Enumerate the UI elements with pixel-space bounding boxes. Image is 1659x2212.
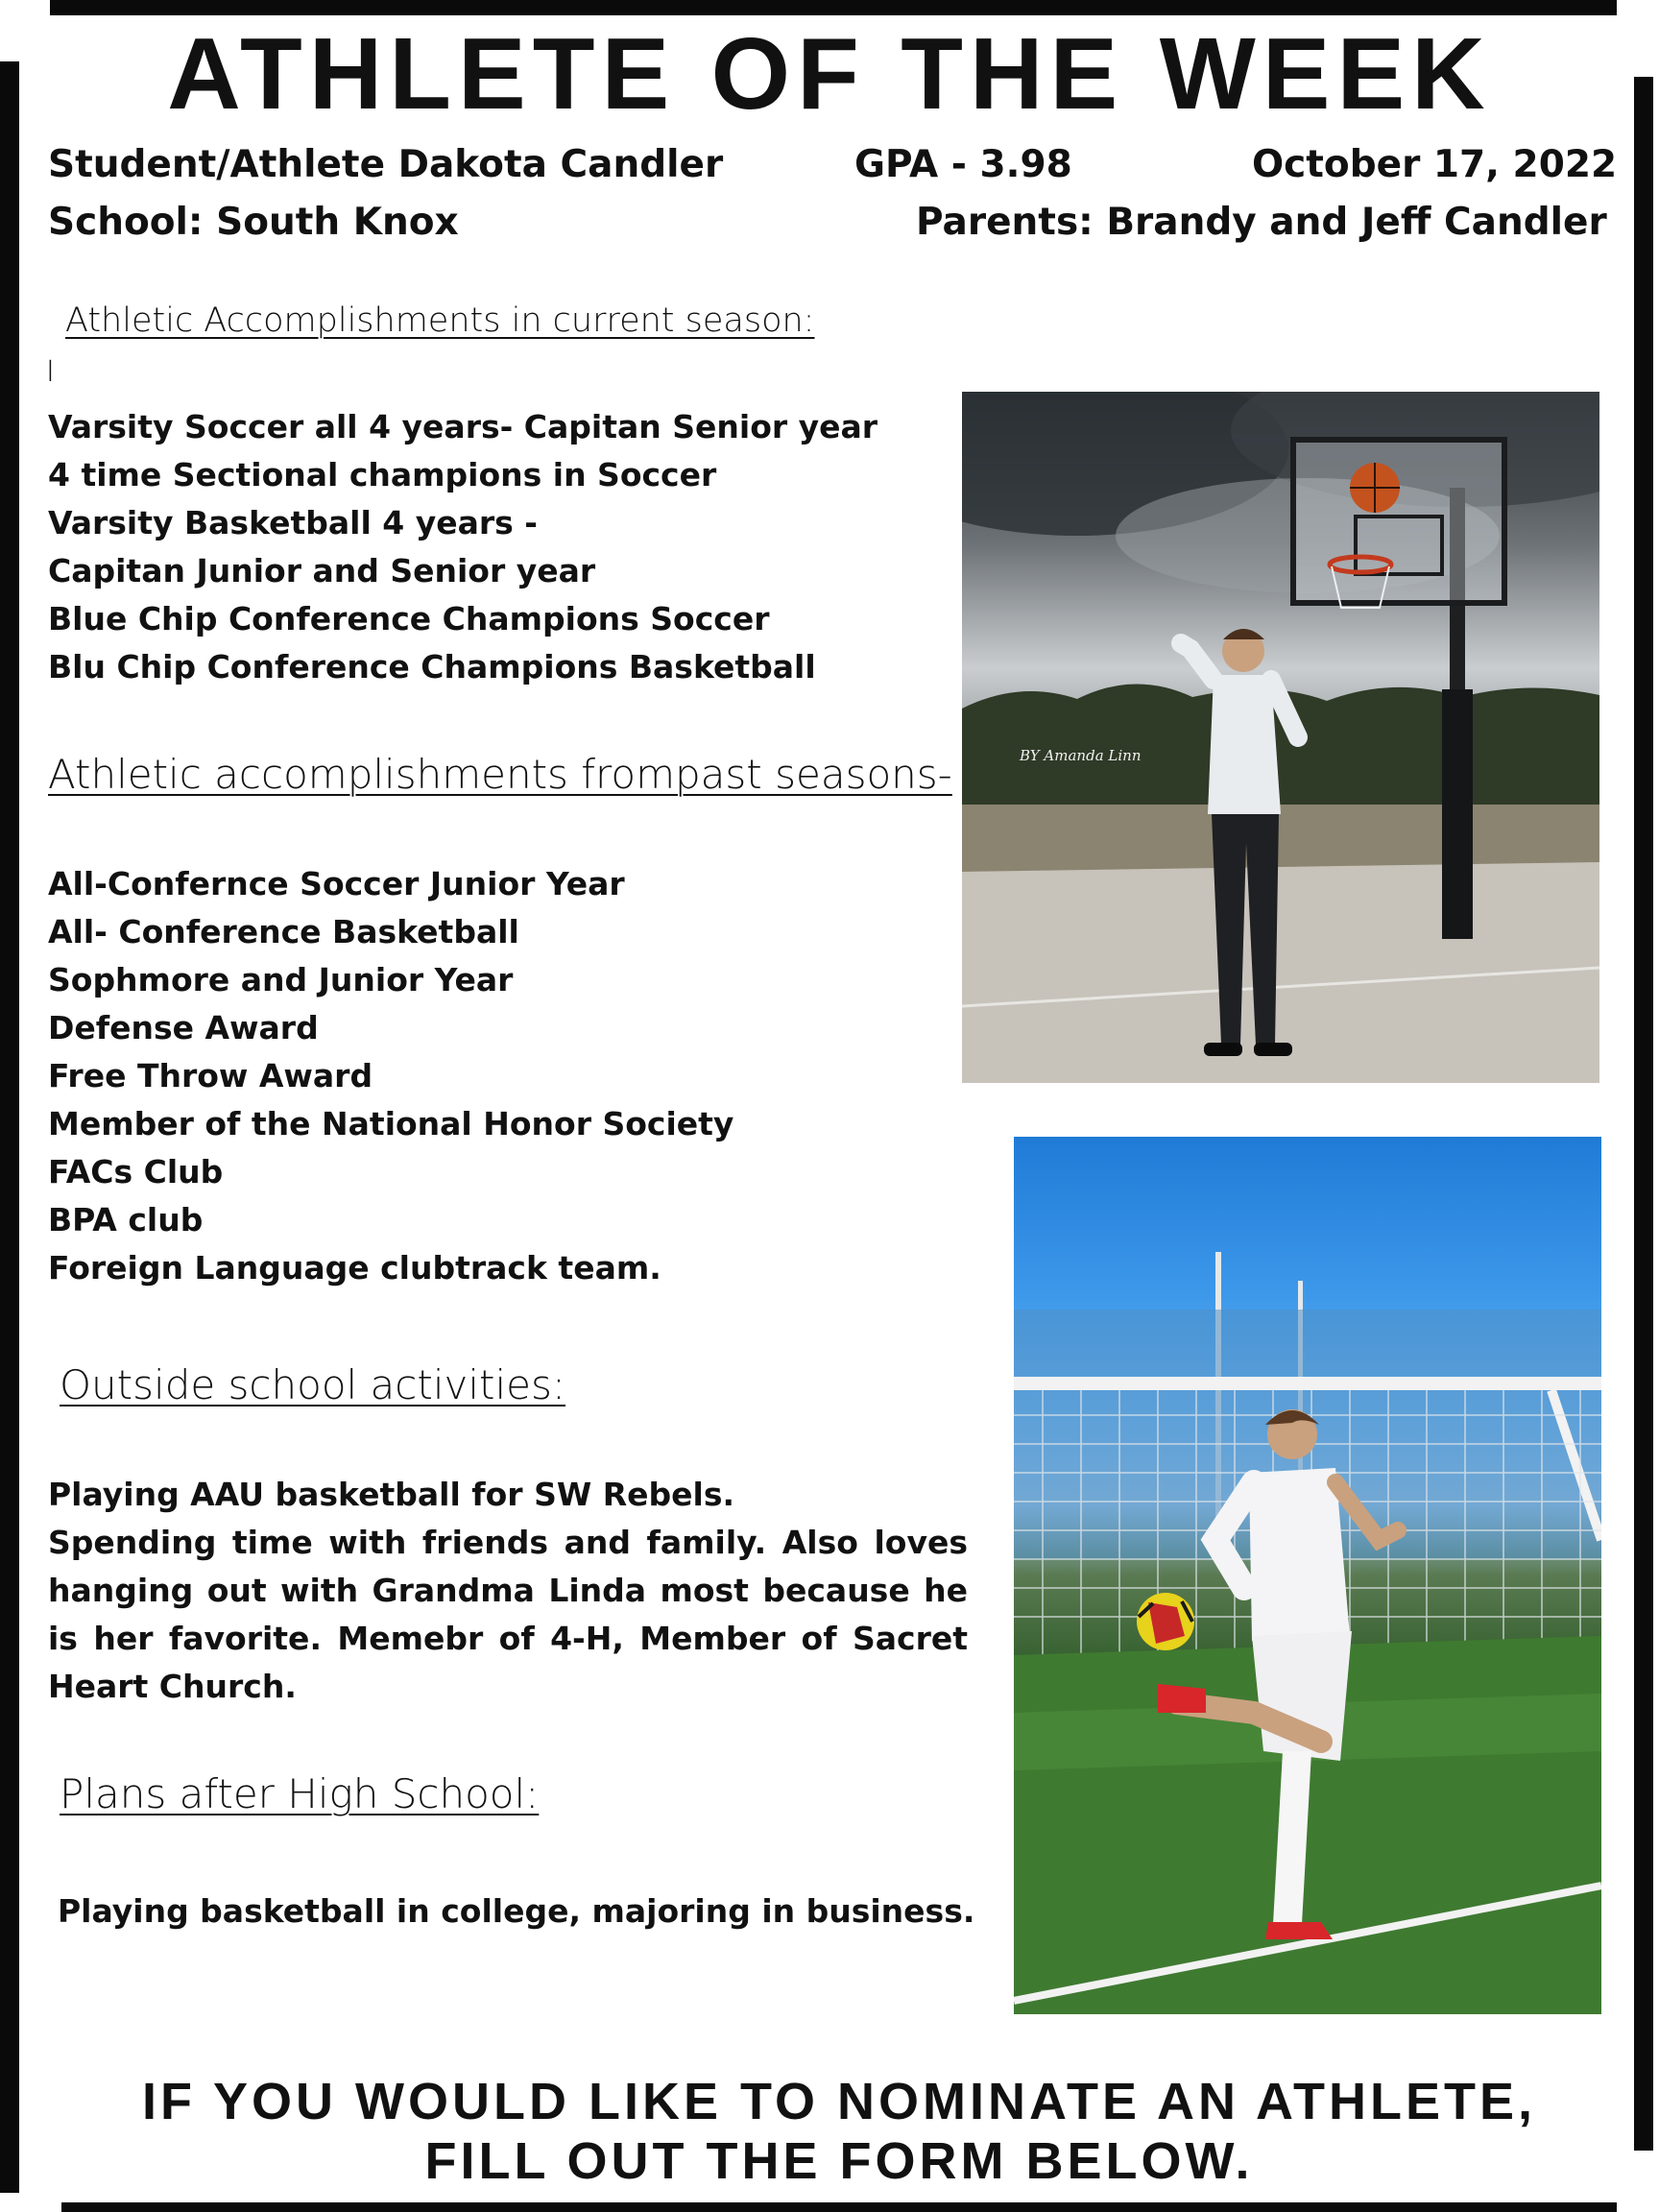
list-item: 4 time Sectional champions in Soccer bbox=[48, 456, 717, 493]
list-item: All- Conference Basketball bbox=[48, 913, 519, 950]
list-item: Defense Award bbox=[48, 1009, 319, 1046]
frame-left-bar bbox=[0, 61, 19, 2193]
stray-mark: I bbox=[46, 355, 55, 389]
student-name: Student/Athlete Dakota Candler bbox=[48, 143, 724, 186]
soccer-photo bbox=[1014, 1137, 1601, 2014]
list-item: Member of the National Honor Society bbox=[48, 1105, 734, 1142]
list-item: Blue Chip Conference Champions Soccer bbox=[48, 600, 770, 637]
photo-watermark: BY Amanda Linn bbox=[1020, 747, 1142, 764]
footer-line-2: FILL OUT THE FORM BELOW. bbox=[424, 2132, 1254, 2190]
past-seasons-heading: Athletic accomplishments frompast seasons- bbox=[48, 751, 952, 798]
gpa: GPA - 3.98 bbox=[854, 143, 1072, 186]
date: October 17, 2022 bbox=[1252, 143, 1618, 186]
frame-bottom-bar bbox=[61, 2202, 1617, 2212]
list-item: All-Confernce Soccer Junior Year bbox=[48, 865, 625, 902]
list-item: Blu Chip Conference Champions Basketball bbox=[48, 648, 816, 685]
parents: Parents: Brandy and Jeff Candler bbox=[916, 201, 1607, 244]
footer-line-1: IF YOU WOULD LIKE TO NOMINATE AN ATHLETE, bbox=[142, 2073, 1536, 2130]
past-seasons-list bbox=[48, 860, 733, 1292]
outside-activities-heading: Outside school activities: bbox=[60, 1361, 566, 1408]
list-item: Capitan Junior and Senior year bbox=[48, 552, 596, 589]
current-season-list bbox=[48, 403, 878, 691]
list-item: Sophmore and Junior Year bbox=[48, 961, 514, 998]
plans-text: Playing basketball in college, majoring in business. bbox=[58, 1892, 975, 1930]
basketball-photo-illustration bbox=[962, 392, 1599, 1083]
outside-activities-line: Playing AAU basketball for SW Rebels. bbox=[48, 1476, 735, 1513]
list-item: BPA club bbox=[48, 1201, 204, 1238]
basketball-photo bbox=[962, 392, 1599, 1083]
outside-activities-paragraph: Spending time with friends and family. Also loves hanging out with Grandma Linda most because he is her favorite. Memebr of 4-H, Member of Sacret Heart Church. bbox=[48, 1524, 968, 1705]
list-item: Varsity Soccer all 4 years- Capitan Senior year bbox=[48, 408, 878, 445]
list-item: Varsity Basketball 4 years - bbox=[48, 504, 539, 541]
school: School: South Knox bbox=[48, 201, 459, 244]
page-title: ATHLETE OF THE WEEK bbox=[167, 17, 1492, 131]
list-item: Free Throw Award bbox=[48, 1057, 373, 1094]
list-item: FACs Club bbox=[48, 1153, 224, 1190]
plans-heading: Plans after High School: bbox=[60, 1770, 540, 1817]
frame-right-bar bbox=[1634, 77, 1653, 2151]
soccer-photo-illustration bbox=[1014, 1137, 1601, 2014]
list-item: Foreign Language clubtrack team. bbox=[48, 1249, 661, 1286]
current-season-heading: Athletic Accomplishments in current season: bbox=[65, 301, 815, 340]
